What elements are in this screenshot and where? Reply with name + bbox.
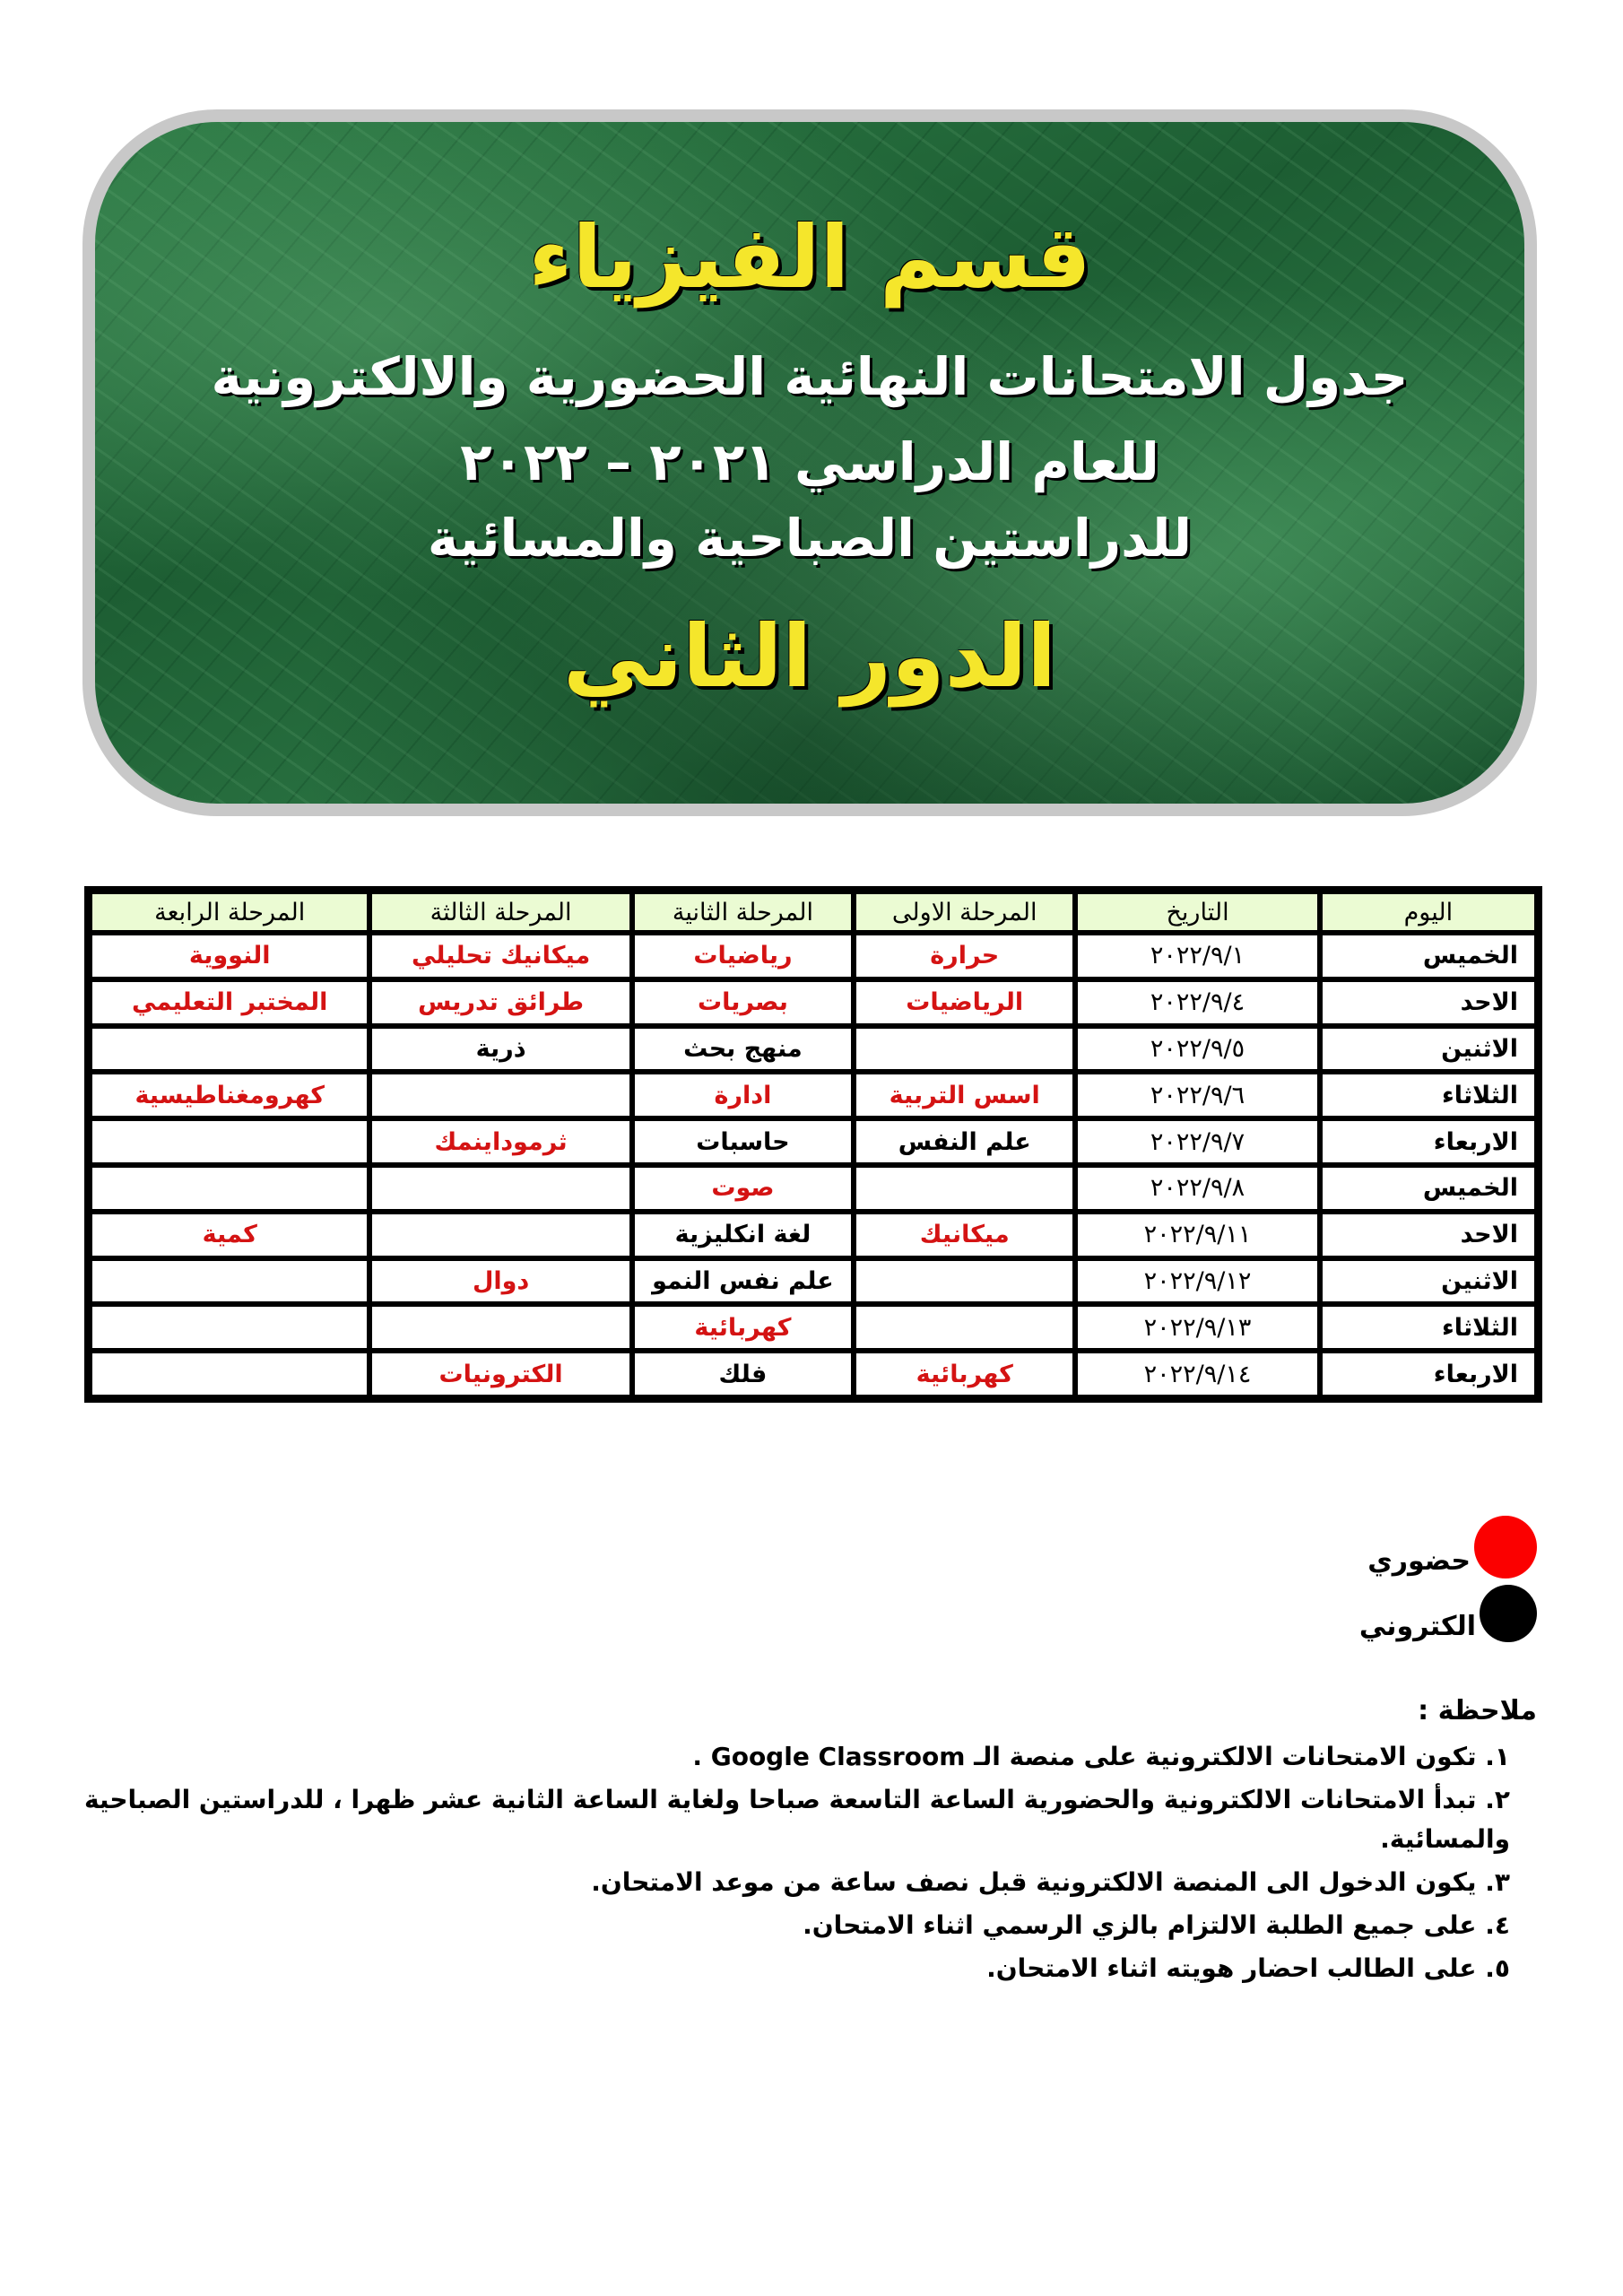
stage-4-cell	[92, 1029, 367, 1070]
day-cell: الاحد	[1323, 982, 1534, 1023]
notes-list	[75, 1737, 1537, 1988]
day-cell: الثلاثاء	[1323, 1074, 1534, 1116]
date-cell: ٢٠٢٢/٩/١	[1078, 935, 1316, 977]
stage-3-cell: ميكانيك تحليلي	[372, 935, 629, 977]
exam-round: الدور الثاني	[562, 606, 1057, 707]
stage-3-cell: ذرية	[372, 1029, 629, 1070]
note-item: ٣. يكون الدخول الى المنصة الالكترونية قبل نصف ساعة من موعد الامتحان.	[591, 1867, 1510, 1897]
table-row	[92, 1214, 1534, 1256]
stage-4-cell	[92, 1307, 367, 1348]
legend-online-label: الكتروني	[1358, 1611, 1476, 1642]
stage-1-cell: ميكانيك	[856, 1214, 1072, 1256]
date-cell: ٢٠٢٢/٩/١٤	[1078, 1353, 1316, 1395]
table-header-row	[92, 894, 1534, 930]
date-cell: ٢٠٢٢/٩/١٢	[1078, 1261, 1316, 1302]
header-stage-4: المرحلة الرابعة	[92, 894, 367, 930]
header-stage-3: المرحلة الثالثة	[372, 894, 629, 930]
table-row	[92, 982, 1534, 1023]
date-cell: ٢٠٢٢/٩/١١	[1078, 1214, 1316, 1256]
stage-4-cell	[92, 1261, 367, 1302]
header-date: التاريخ	[1078, 894, 1316, 930]
academic-year: للعام الدراسي ٢٠٢١ – ٢٠٢٢	[460, 431, 1159, 492]
table-row	[92, 1029, 1534, 1070]
day-cell: الثلاثاء	[1323, 1307, 1534, 1348]
table-row	[92, 1168, 1534, 1209]
day-cell: الاثنين	[1323, 1029, 1534, 1070]
note-item: ١. تكون الامتحانات الالكترونية على منصة الـ Google Classroom .	[692, 1742, 1510, 1771]
stage-3-cell: طرائق تدريس	[372, 982, 629, 1023]
notes-section	[75, 1695, 1537, 1992]
stage-4-cell: كمية	[92, 1214, 367, 1256]
table-row	[92, 935, 1534, 977]
stage-1-cell	[856, 1168, 1072, 1209]
stage-1-cell	[856, 1307, 1072, 1348]
stage-2-cell: حاسبات	[635, 1121, 851, 1162]
study-shifts: للدراستين الصباحية والمسائية	[427, 508, 1193, 569]
stage-1-cell: علم النفس	[856, 1121, 1072, 1162]
stage-2-cell: فلك	[635, 1353, 851, 1395]
table-row	[92, 1121, 1534, 1162]
stage-4-cell: المختبر التعليمي	[92, 982, 367, 1023]
stage-1-cell: حرارة	[856, 935, 1072, 977]
date-cell: ٢٠٢٢/٩/٥	[1078, 1029, 1316, 1070]
date-cell: ٢٠٢٢/٩/٧	[1078, 1121, 1316, 1162]
date-cell: ٢٠٢٢/٩/٦	[1078, 1074, 1316, 1116]
stage-1-cell	[856, 1029, 1072, 1070]
table-row	[92, 1307, 1534, 1348]
stage-3-cell	[372, 1307, 629, 1348]
stage-4-cell	[92, 1168, 367, 1209]
stage-3-cell	[372, 1168, 629, 1209]
note-item: ٥. على الطالب احضار هويته اثناء الامتحان.	[986, 1953, 1510, 1983]
date-cell: ٢٠٢٢/٩/٤	[1078, 982, 1316, 1023]
exam-schedule-table	[84, 886, 1542, 1403]
stage-2-cell: علم نفس النمو	[635, 1261, 851, 1302]
stage-1-cell: كهربائية	[856, 1353, 1072, 1395]
notes-title: ملاحظة :	[1418, 1695, 1537, 1726]
day-cell: الاربعاء	[1323, 1353, 1534, 1395]
stage-2-cell: كهربائية	[635, 1307, 851, 1348]
stage-2-cell: صوت	[635, 1168, 851, 1209]
stage-3-cell: ثرموداينمك	[372, 1121, 629, 1162]
black-dot-icon	[1480, 1585, 1537, 1642]
stage-2-cell: ادارة	[635, 1074, 851, 1116]
header-stage-2: المرحلة الثانية	[635, 894, 851, 930]
day-cell: الاثنين	[1323, 1261, 1534, 1302]
legend-online	[1359, 1584, 1537, 1642]
note-item: ٤. على جميع الطلبة الالتزام بالزي الرسمي اثناء الامتحان.	[803, 1910, 1510, 1940]
red-dot-icon	[1474, 1516, 1537, 1578]
day-cell: الخميس	[1323, 935, 1534, 977]
legend-in-person-label: حضوري	[1367, 1544, 1471, 1577]
stage-4-cell	[92, 1353, 367, 1395]
stage-2-cell: لغة انكليزية	[635, 1214, 851, 1256]
schedule-title: جدول الامتحانات النهائية الحضورية والالكترونية	[211, 346, 1409, 407]
table-row	[92, 1074, 1534, 1116]
stage-2-cell: رياضيات	[635, 935, 851, 977]
legend-in-person	[1367, 1516, 1537, 1578]
department-title: قسم الفيزياء	[528, 207, 1091, 308]
stage-3-cell	[372, 1074, 629, 1116]
stage-1-cell: اسس التربية	[856, 1074, 1072, 1116]
header-stage-1: المرحلة الاولى	[856, 894, 1072, 930]
stage-3-cell	[372, 1214, 629, 1256]
table-row	[92, 1353, 1534, 1395]
day-cell: الاربعاء	[1323, 1121, 1534, 1162]
note-item: ٢. تبدأ الامتحانات الالكترونية والحضورية الساعة التاسعة صباحا ولغاية الساعة الثانية عشر ظهرا ، للدراستين الصباحية والمسائية.	[83, 1785, 1510, 1854]
date-cell: ٢٠٢٢/٩/٨	[1078, 1168, 1316, 1209]
stage-1-cell: الرياضيات	[856, 982, 1072, 1023]
day-cell: الخميس	[1323, 1168, 1534, 1209]
header-day: اليوم	[1323, 894, 1534, 930]
stage-3-cell: دوال	[372, 1261, 629, 1302]
day-cell: الاحد	[1323, 1214, 1534, 1256]
stage-4-cell: النووية	[92, 935, 367, 977]
stage-1-cell	[856, 1261, 1072, 1302]
stage-2-cell: بصريات	[635, 982, 851, 1023]
table-row	[92, 1261, 1534, 1302]
stage-4-cell: كهرومغناطيسية	[92, 1074, 367, 1116]
stage-2-cell: منهج بحث	[635, 1029, 851, 1070]
date-cell: ٢٠٢٢/٩/١٣	[1078, 1307, 1316, 1348]
header-banner	[82, 109, 1537, 816]
stage-4-cell	[92, 1121, 367, 1162]
stage-3-cell: الكترونيات	[372, 1353, 629, 1395]
